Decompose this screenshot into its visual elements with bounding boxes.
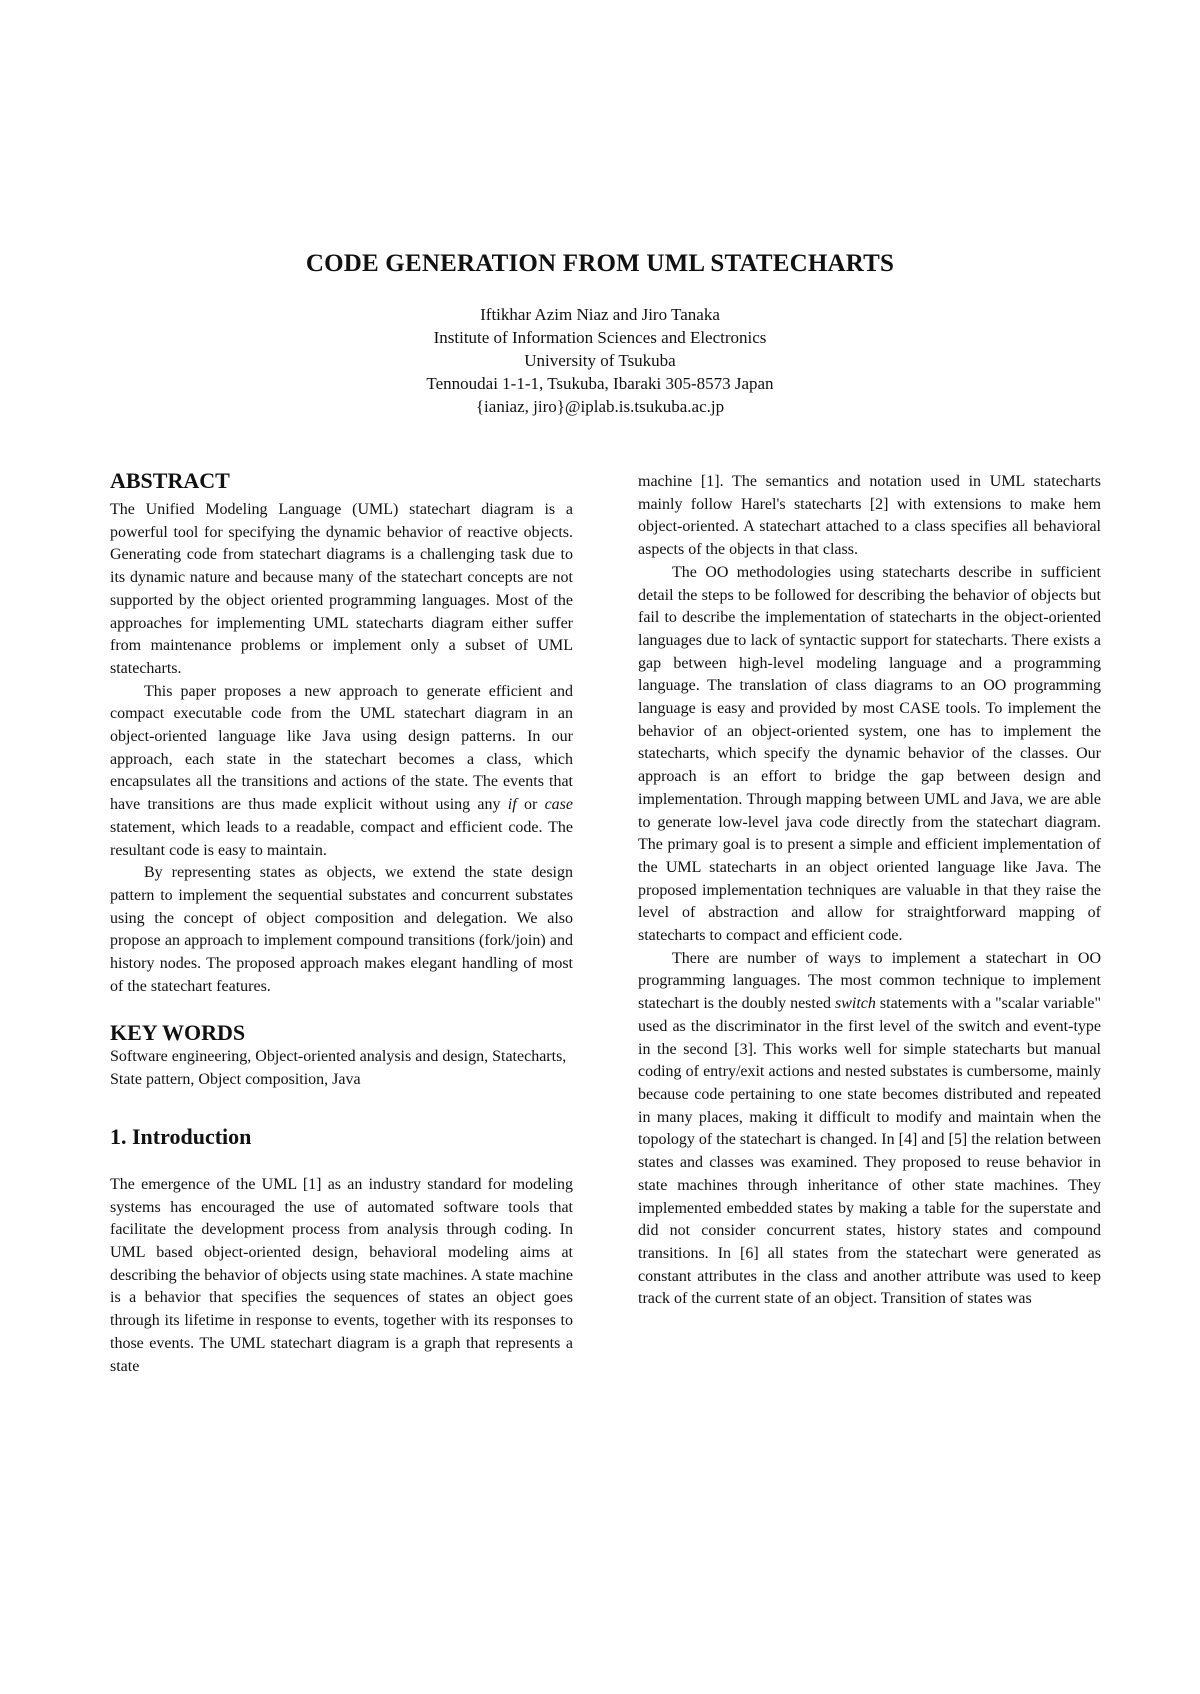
paper-title: CODE GENERATION FROM UML STATECHARTS: [305, 250, 895, 277]
author-names: Iftikhar Azim Niaz and Jiro Tanaka: [480, 305, 720, 324]
keywords-text: Software engineering, Object-oriented analysis and design, Statecharts, State pattern, Object composition, Java: [110, 1048, 567, 1089]
introduction-heading: 1. Introduction: [110, 1123, 252, 1149]
right-paragraph-2: The OO methodologies using statecharts describe in sufficient detail the steps to be followed for describing the behavior of objects but fail to describe the implementation of statecharts in the object-oriented languages due to lack of syntactic support for statecharts. There exists a gap between high-level modeling language and a programming language. The translation of class diagrams to an OO programming language is easy and provided by most CASE tools. To implement the behavior of an object-oriented system, one has to implement the statecharts, which specify the dynamic behavior of the classes. Our approach is an effort to bridge the gap between design and implementation. Through mapping between UML and Java, we are able to generate low-level java code directly from the statechart diagram. The primary goal is to present a simple and efficient implementation of the UML statecharts in an object oriented language like Java. The proposed implementation techniques are valuable in that they raise the level of abstraction and allow for straightforward mapping of statecharts to compact and efficient code.: [638, 563, 1101, 945]
abstract-paragraph-3: By representing states as objects, we extend the state design pattern to implement the sequential substates and concurrent substates using the concept of object composition and delegation. We also propose an approach to implement compound transitions (fork/join) and history nodes. The proposed approach makes elegant handling of most of the statechart features.: [110, 864, 573, 995]
right-column: [638, 471, 1101, 1311]
author-email: {ianiaz, jiro}@iplab.is.tsukuba.ac.jp: [475, 397, 725, 416]
right-paragraph-3: There are number of ways to implement a statechart in OO programming languages. The most common technique to implement statechart is the doubly nested switch statements with a "scalar variable" used as the discriminator in the first level of the switch and event-type in the second [3]. This works well for simple statecharts but manual coding of entry/exit actions and nested substates is cumbersome, mainly because code pertaining to one state becomes distributed and repeated in many places, making it difficult to modify and maintain when the topology of the statechart is changed. In [4] and [5] the relation between states and classes was examined. They proposed to reuse behavior in state machines through inheritance of other state machines. They implemented embedded states by making a table for the superstate and did not consider concurrent states, history states and compound transitions. In [6] all states from the statechart were generated as constant attributes in the class and another attribute was used to keep track of the current state of an object. Transition of states was: [638, 949, 1101, 1308]
introduction-paragraph-1: The emergence of the UML [1] as an industry standard for modeling systems has encouraged the use of automated software tools that facilitate the development process from analysis through coding. In UML based object-oriented design, behavioral modeling aims at describing the behavior of objects using state machines. A state machine is a behavior that specifies the sequences of states an object goes through its lifetime in response to events, together with its responses to those events. The UML statechart diagram is a graph that represents a state: [110, 1175, 573, 1375]
abstract-paragraph-2: This paper proposes a new approach to generate efficient and compact executable code from the UML statechart diagram in an object-oriented language like Java using design patterns. In our approach, each state in the statechart becomes a class, which encapsulates all the transitions and actions of the state. The events that have transitions are thus made explicit without using any if or case statement, which leads to a readable, compact and efficient code. The resultant code is easy to maintain.: [110, 682, 573, 859]
abstract-paragraph-1: The Unified Modeling Language (UML) statechart diagram is a powerful tool for specifying the dynamic behavior of reactive objects. Generating code from statechart diagrams is a challenging task due to its dynamic nature and because many of the statechart concepts are not supported by the object oriented programming languages. Most of the approaches for implementing UML statecharts diagram either suffer from maintenance problems or implement only a subset of UML statecharts.: [110, 501, 573, 677]
keywords-heading: KEY WORDS: [110, 1020, 246, 1046]
right-paragraph-1: machine [1]. The semantics and notation used in UML statecharts mainly follow Harel's statecharts [2] with extensions to make hem object-oriented. A statechart attached to a class specifies all behavioral aspects of the objects in that class.: [638, 473, 1101, 559]
abstract-heading: ABSTRACT: [110, 468, 230, 493]
left-column: [110, 468, 573, 1378]
author-institute: Institute of Information Sciences and Electronics: [433, 328, 767, 347]
author-address: Tennoudai 1-1-1, Tsukuba, Ibaraki 305-8573 Japan: [426, 374, 774, 393]
author-university: University of Tsukuba: [524, 351, 676, 370]
author-block: [0, 303, 1200, 418]
